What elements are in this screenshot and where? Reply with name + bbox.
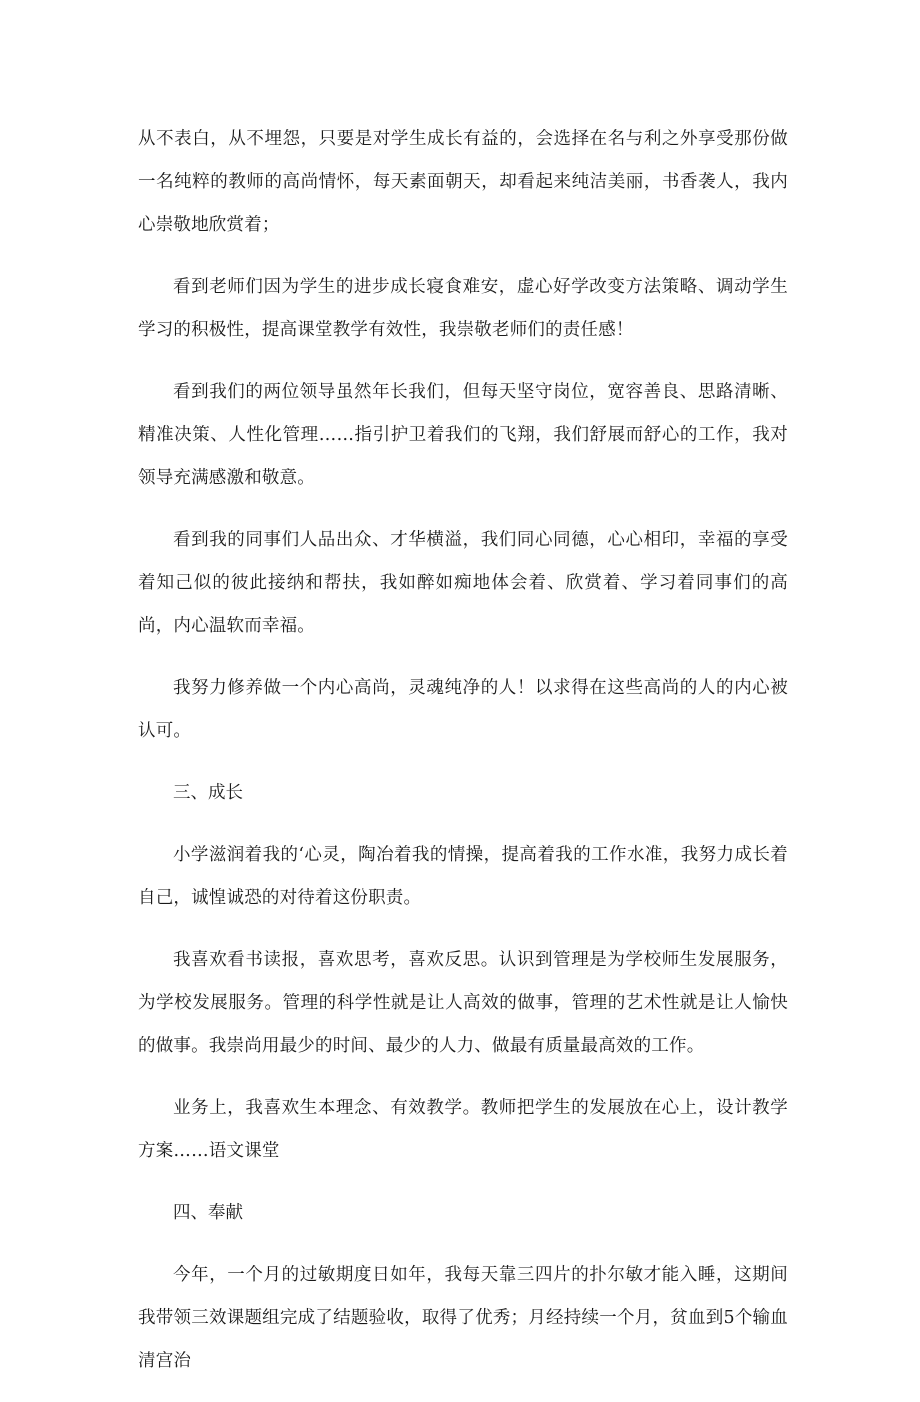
paragraph-dedication-illness: 今年，一个月的过敏期度日如年，我每天靠三四片的扑尔敏才能入睡，这期间我带领三效课题组完成了结题验收，取得了优秀；月经持续一个月，贫血到5个输血清宫治	[138, 1265, 788, 1371]
paragraph-self-cultivation: 我努力修养做一个内心高尚，灵魂纯净的人！以求得在这些高尚的人的内心被认可。	[138, 678, 788, 741]
paragraph-teachers-responsibility: 看到老师们因为学生的进步成长寝食难安，虚心好学改变方法策略、调动学生学习的积极性，提高课堂教学有效性，我崇敬老师们的责任感！	[138, 277, 788, 340]
section-heading-dedication: 四、奉献	[173, 1203, 243, 1223]
paragraph-growth-teaching: 业务上，我喜欢生本理念、有效教学。教师把学生的发展放在心上，设计教学方案……语文课堂	[138, 1098, 788, 1161]
paragraph-colleagues: 看到我的同事们人品出众、才华横溢，我们同心同德，心心相印，幸福的享受着知己似的彼此接纳和帮扶，我如醉如痴地体会着、欣赏着、学习着同事们的高尚，内心温软而幸福。	[138, 530, 788, 636]
paragraph-growth-school: 小学滋润着我的‘心灵，陶冶着我的情操，提高着我的工作水准，我努力成长着自己，诚惶诚恐的对待着这份职责。	[138, 845, 788, 908]
paragraph-silent-dedication: 从不表白，从不埋怨，只要是对学生成长有益的，会选择在名与利之外享受那份做一名纯粹的教师的高尚情怀，每天素面朝天，却看起来纯洁美丽，书香袭人，我内心崇敬地欣赏着；	[138, 129, 788, 235]
paragraph-leaders-gratitude: 看到我们的两位领导虽然年长我们，但每天坚守岗位，宽容善良、思路清晰、精准决策、人性化管理……指引护卫着我们的飞翔，我们舒展而舒心的工作，我对领导充满感激和敬意。	[138, 382, 788, 488]
paragraph-growth-reading: 我喜欢看书读报，喜欢思考，喜欢反思。认识到管理是为学校师生发展服务，为学校发展服务。管理的科学性就是让人高效的做事，管理的艺术性就是让人愉快的做事。我崇尚用最少的时间、最少的人力、做最有质量最高效的工作。	[138, 950, 788, 1056]
document-body	[138, 118, 788, 1402]
section-heading-growth: 三、成长	[173, 783, 243, 803]
